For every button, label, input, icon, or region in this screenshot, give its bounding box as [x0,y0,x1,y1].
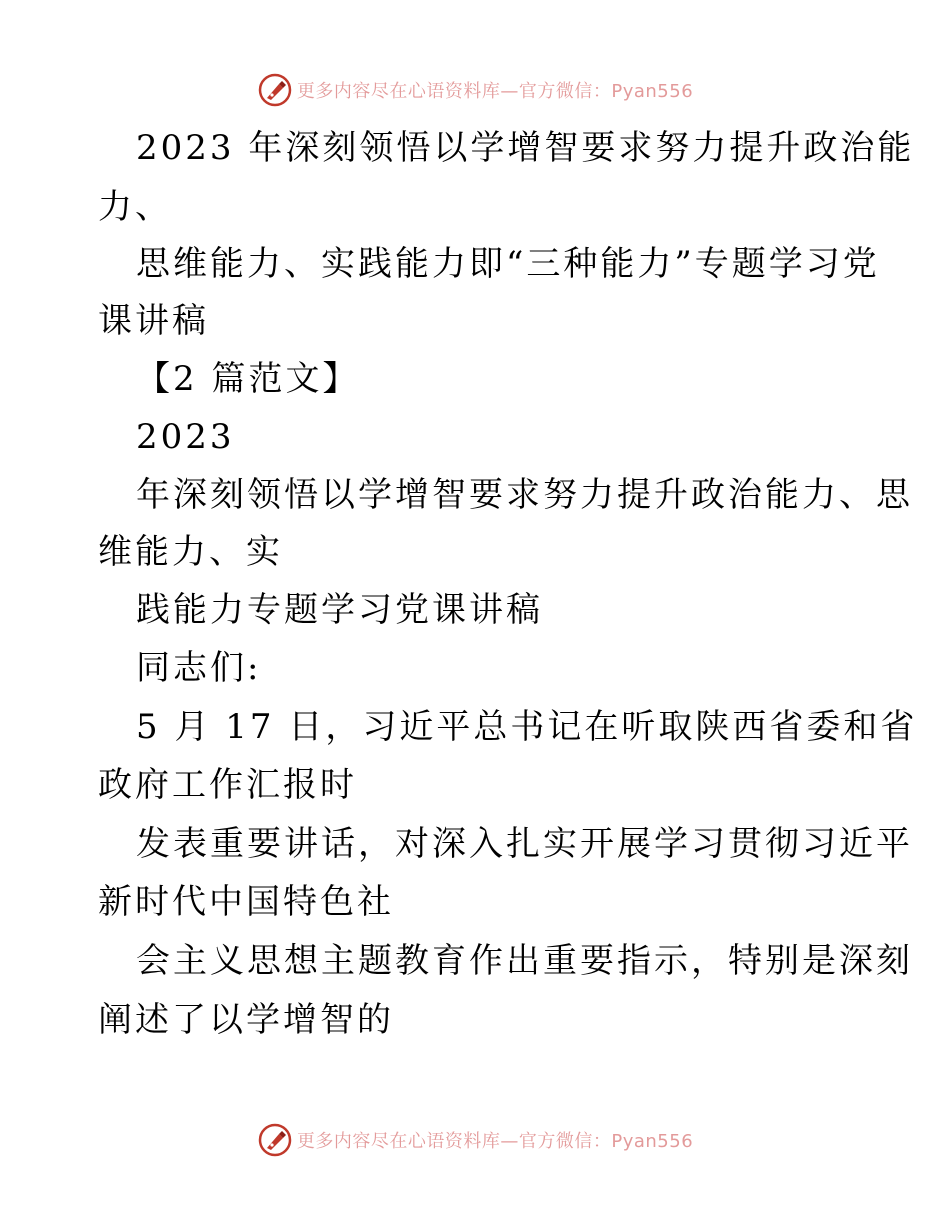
pen-nib-logo-icon [257,1122,293,1158]
text-line: 政府工作汇报时 [98,765,357,805]
text-line: 会主义思想主题教育作出重要指示，特别是深刻 [136,941,913,981]
text-line: 阐述了以学增智的 [98,1000,394,1040]
text-line: 力、 [98,187,172,227]
text-line: 2023 年深刻领悟以学增智要求努力提升政治能 [136,128,915,168]
text-line: 【2 篇范文】 [136,359,360,399]
text-line: 5 月 17 日，习近平总书记在听取陕西省委和省 [136,707,918,747]
text-line: 新时代中国特色社 [98,882,394,922]
text-line: 维能力、实 [98,532,283,572]
text-line: 思维能力、实践能力即“三种能力”专题学习党 [136,244,880,284]
text-line: 课讲稿 [98,301,209,341]
footer-watermark [0,1120,950,1160]
text-line: 2023 [136,417,235,457]
watermark-text: 更多内容尽在心语资料库—官方微信：Pyan556 [296,1131,694,1152]
text-line: 同志们: [136,648,262,688]
text-line: 年深刻领悟以学增智要求努力提升政治能力、思 [136,475,913,515]
text-line: 发表重要讲话，对深入扎实开展学习贯彻习近平 [136,824,913,864]
text-line: 践能力专题学习党课讲稿 [136,590,543,630]
watermark-text: 更多内容尽在心语资料库—官方微信：Pyan556 [296,81,694,102]
